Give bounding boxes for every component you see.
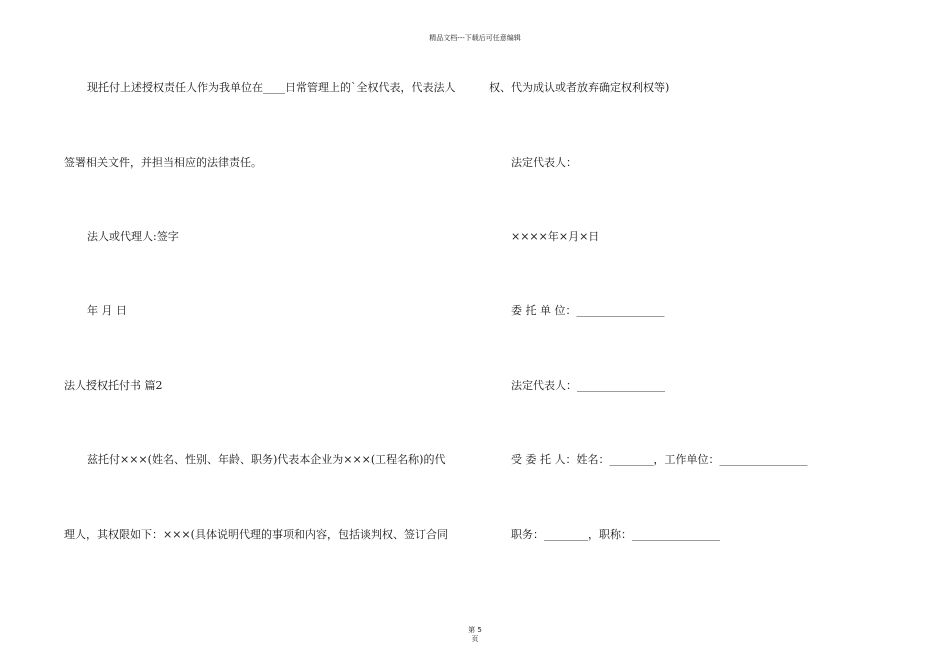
legal-representative-field: 法定代表人：________________ xyxy=(511,379,665,392)
left-paragraph-line-3: 兹托付×××(姓名、性别、年龄、职务)代表本企业为×××(工程名称)的代 xyxy=(87,453,446,466)
legal-representative-label: 法定代表人： xyxy=(511,156,577,169)
section-title: 法人授权托付书 篇2 xyxy=(64,379,163,392)
page-number-line-1: 第 5 xyxy=(468,626,482,634)
left-signature-label: 法人或代理人:签字 xyxy=(87,230,179,243)
left-paragraph-line-4: 理人，其权限如下：×××(具体说明代理的事项和内容，包括谈判权、签订合同 xyxy=(64,528,448,541)
trustee-title-field: 职务：________，职称：________________ xyxy=(511,528,720,541)
left-date-label: 年 月 日 xyxy=(87,304,127,317)
left-paragraph-line-2: 签署相关文件，并担当相应的法律责任。 xyxy=(64,156,262,169)
page-number xyxy=(460,626,490,644)
trustee-name-field: 受 委 托 人：姓名：________，工作单位：________________ xyxy=(511,453,808,466)
right-paragraph-line-1: 权、代为成认或者放弃确定权利权等) xyxy=(489,81,670,94)
date-line: ××××年×月×日 xyxy=(511,230,600,243)
entrusting-unit-field: 委 托 单 位：________________ xyxy=(511,304,665,317)
page-header: 精品文档---下载后可任意编辑 xyxy=(429,34,521,42)
page-number-line-2: 页 xyxy=(471,635,479,643)
left-paragraph-line-1: 现托付上述授权责任人作为我单位在____日常管理上的`全权代表，代表法人 xyxy=(87,81,456,94)
